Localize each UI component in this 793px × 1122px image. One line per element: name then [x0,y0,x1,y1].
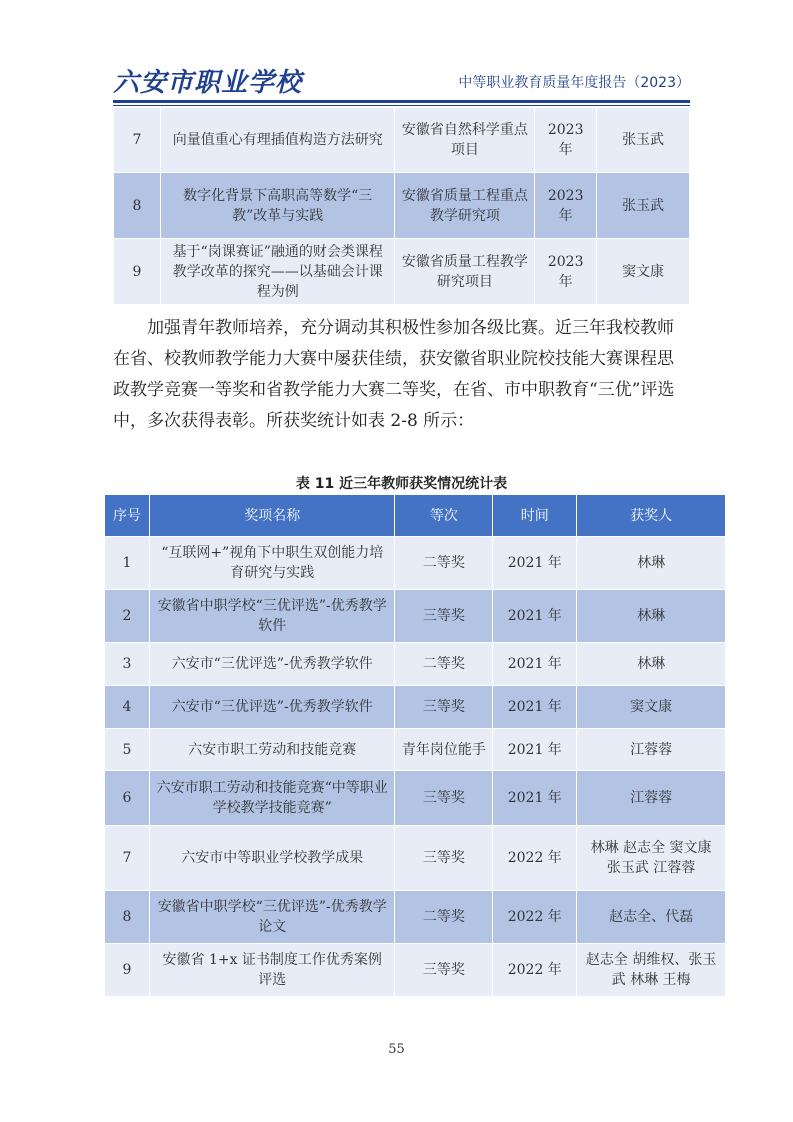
table-row [105,944,726,997]
table-row [105,590,726,643]
table-row [105,771,726,826]
award-name: “互联网+”视角下中职生双创能力培育研究与实践 [149,537,395,590]
award-time: 2021 年 [493,537,577,590]
award-winner: 林琳 [577,537,726,590]
project-person: 张玉武 [597,108,690,173]
table-row [105,729,726,771]
project-name: 向量值重心有理插值构造方法研究 [160,108,395,173]
header-rule-thin [113,105,690,106]
table-row [105,643,726,686]
award-time: 2021 年 [493,686,577,729]
project-name: 基于“岗课赛证”融通的财会类课程教学改革的探究——以基础会计课程为例 [160,239,395,305]
row-number: 6 [105,771,150,826]
header-rule-thick [113,100,690,103]
header-no: 序号 [105,495,150,537]
row-number: 7 [105,826,150,891]
header-time: 时间 [493,495,577,537]
table-row [114,239,690,305]
project-name: 数字化背景下高职高等数学“三教”改革与实践 [160,173,395,239]
page-number: 55 [388,1042,405,1057]
school-logo-text: 六安市职业学校 [113,68,303,98]
project-year: 2023年 [535,173,597,239]
award-level: 青年岗位能手 [395,729,493,771]
table-header-row [105,495,726,537]
award-time: 2021 年 [493,590,577,643]
award-time: 2021 年 [493,643,577,686]
award-level: 三等奖 [395,686,493,729]
award-level: 三等奖 [395,771,493,826]
table-row [105,826,726,891]
table-row [114,173,690,239]
table-row [114,108,690,173]
header-name: 奖项名称 [149,495,395,537]
award-level: 三等奖 [395,590,493,643]
research-project-table [113,107,690,305]
award-winner: 林琳 赵志全 窦文康 张玉武 江蓉蓉 [577,826,726,891]
award-winner: 窦文康 [577,686,726,729]
project-type: 安徽省质量工程重点教学研究项 [395,173,535,239]
header-winner: 获奖人 [577,495,726,537]
project-year: 2023年 [535,239,597,305]
award-winner: 江蓉蓉 [577,729,726,771]
project-type: 安徽省自然科学重点项目 [395,108,535,173]
row-number: 3 [105,643,150,686]
award-time: 2022 年 [493,944,577,997]
award-name: 六安市“三优评选”-优秀教学软件 [149,686,395,729]
row-number: 4 [105,686,150,729]
table-row [105,686,726,729]
award-name: 安徽省中职学校“三优评选”-优秀教学论文 [149,891,395,944]
award-time: 2022 年 [493,891,577,944]
award-winner: 江蓉蓉 [577,771,726,826]
award-level: 二等奖 [395,643,493,686]
award-winner: 赵志全 胡维权、张玉武 林琳 王梅 [577,944,726,997]
row-number: 8 [114,173,161,239]
table-row [105,537,726,590]
table-row [105,891,726,944]
row-number: 1 [105,537,150,590]
award-name: 安徽省 1+x 证书制度工作优秀案例评选 [149,944,395,997]
award-name: 六安市职工劳动和技能竞赛 [149,729,395,771]
award-name: 六安市“三优评选”-优秀教学软件 [149,643,395,686]
row-number: 9 [105,944,150,997]
award-name: 六安市中等职业学校教学成果 [149,826,395,891]
page-header [113,62,690,98]
project-person: 张玉武 [597,173,690,239]
award-name: 六安市职工劳动和技能竞赛“中等职业学校教学技能竞赛” [149,771,395,826]
row-number: 2 [105,590,150,643]
award-time: 2021 年 [493,771,577,826]
award-time: 2021 年 [493,729,577,771]
row-number: 7 [114,108,161,173]
body-paragraph: 加强青年教师培养，充分调动其积极性参加各级比赛。近三年我校教师在省、校教师教学能力大赛中屡获佳绩，获安徽省职业院校技能大赛课程思政教学竞赛一等奖和省教学能力大赛二等奖，在省、市中职教育“三优”评选中，多次获得表彰。所获奖统计如表 2-8 所示： [113,318,675,431]
project-person: 窦文康 [597,239,690,305]
award-winner: 林琳 [577,590,726,643]
project-year: 2023年 [535,108,597,173]
project-type: 安徽省质量工程教学研究项目 [395,239,535,305]
table-caption: 表 11 近三年教师获奖情况统计表 [295,476,508,492]
award-level: 三等奖 [395,944,493,997]
award-time: 2022 年 [493,826,577,891]
row-number: 9 [114,239,161,305]
row-number: 8 [105,891,150,944]
award-winner: 林琳 [577,643,726,686]
award-table [104,494,726,997]
header-level: 等次 [395,495,493,537]
award-level: 二等奖 [395,537,493,590]
award-level: 三等奖 [395,826,493,891]
award-winner: 赵志全、代磊 [577,891,726,944]
report-title: 中等职业教育质量年度报告（2023） [458,75,690,91]
award-level: 二等奖 [395,891,493,944]
award-name: 安徽省中职学校“三优评选”-优秀教学软件 [149,590,395,643]
row-number: 5 [105,729,150,771]
